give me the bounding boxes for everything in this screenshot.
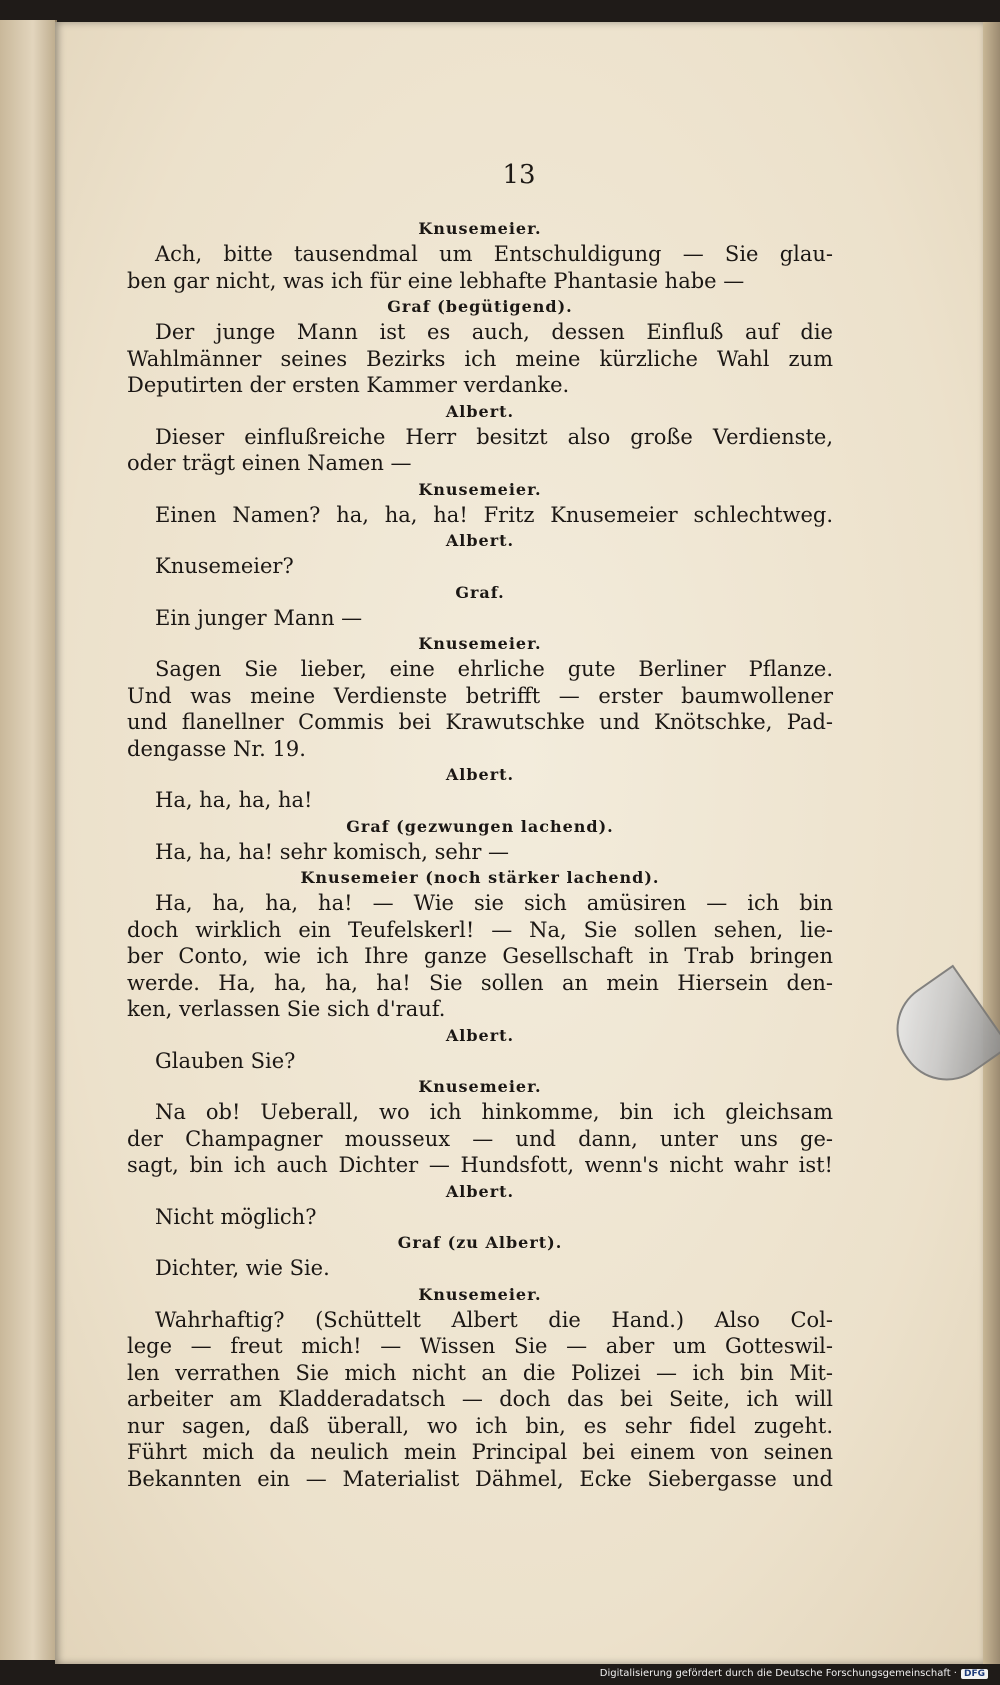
text-line: Ein junger Mann — <box>155 605 363 630</box>
text-line: Deputirten der ersten Kammer verdanke. <box>127 373 570 397</box>
text-line: Sagen Sie lieber, eine ehrliche gute Berliner Pflanze. <box>155 657 833 681</box>
text-line: dengasse Nr. 19. <box>127 736 306 761</box>
text-line: Glauben Sie? <box>155 1048 296 1073</box>
credit-text: Digitalisierung gefördert durch die Deutsche Forschungsgemeinschaft · <box>599 1668 957 1679</box>
text-line: Einen Namen? ha, ha, ha! Fritz Knusemeier schlechtweg. <box>155 502 833 527</box>
text-line: Der junge Mann ist es auch, dessen Einfluß auf die <box>155 320 833 344</box>
text-line: nur sagen, daß überall, wo ich bin, es sehr fidel zugeht. <box>127 1413 833 1438</box>
text-line: ken, verlassen Sie sich d'rauf. <box>127 997 446 1021</box>
speaker-name: Knusemeier. <box>418 634 542 653</box>
text-line: Bekannten ein — Materialist Dähmel, Ecke Siebergasse und <box>127 1466 833 1491</box>
speaker-name: Albert. <box>445 1181 515 1201</box>
text-line: Und was meine Verdienste betrifft — erster baumwollener <box>127 683 833 708</box>
speaker-name: Knusemeier. <box>418 1077 542 1096</box>
text-line: lege — freut mich! — Wissen Sie — aber um Gotteswil- <box>127 1334 833 1358</box>
text-line: oder trägt einen Namen — <box>127 451 412 475</box>
text-line: werde. Ha, ha, ha, ha! Sie sollen an mein Hiersein den- <box>127 970 833 995</box>
dfg-logo: DFG <box>961 1669 988 1679</box>
text-line: Führt mich da neulich mein Principal bei einem von seinen <box>127 1440 833 1464</box>
speaker-name: Knusemeier. <box>418 479 542 499</box>
text-line: doch wirklich ein Teufelskerl! — Na, Sie sollen sehen, lie- <box>127 917 833 942</box>
speaker-name: Knusemeier. <box>418 219 542 238</box>
speaker-name: Albert. <box>445 1025 515 1045</box>
text-line: arbeiter am Kladderadatsch — doch das bei Seite, ich will <box>127 1387 833 1411</box>
page-number: 13 <box>502 160 536 190</box>
speaker-name: Knusemeier. <box>418 1284 542 1304</box>
play-text <box>127 216 833 1492</box>
text-line: Nicht möglich? <box>155 1204 317 1229</box>
text-line: ben gar nicht, was ich für eine lebhafte Phantasie habe — <box>127 268 745 293</box>
text-line: len verrathen Sie mich nicht an die Polizei — ich bin Mit- <box>127 1360 833 1385</box>
speaker-name: Graf (gezwungen lachend). <box>346 816 614 836</box>
text-line: Ach, bitte tausendmal um Entschuldigung — Sie glau- <box>155 242 833 266</box>
text-line: Knusemeier? <box>155 554 294 578</box>
page-edge-shadow <box>983 22 1000 1664</box>
previous-page-edge <box>0 20 57 1660</box>
speaker-name: Knusemeier (noch stärker lachend). <box>300 868 660 887</box>
text-line: Ha, ha, ha! sehr komisch, sehr — <box>155 839 510 864</box>
text-line: Wahlmänner seines Bezirks ich meine kürzliche Wahl zum <box>127 346 833 371</box>
text-line: Ha, ha, ha, ha! — Wie sie sich amüsiren — ich bin <box>155 891 833 915</box>
speaker-name: Graf. <box>455 582 505 602</box>
text-line: Na ob! Ueberall, wo ich hinkomme, bin ich gleichsam <box>155 1100 833 1124</box>
digitization-credit <box>600 1668 988 1679</box>
speaker-name: Albert. <box>445 765 515 784</box>
speaker-name: Albert. <box>445 401 515 421</box>
text-line: Dieser einflußreiche Herr besitzt also große Verdienste, <box>155 424 833 449</box>
text-line: Wahrhaftig? (Schüttelt Albert die Hand.) Also Col- <box>155 1307 833 1332</box>
text-line: ber Conto, wie ich Ihre ganze Gesellschaft in Trab bringen <box>127 944 833 968</box>
book-page <box>55 22 983 1664</box>
text-line: Dichter, wie Sie. <box>155 1256 330 1280</box>
text-line: und flanellner Commis bei Krawutschke und Knötschke, Pad- <box>127 710 833 734</box>
text-line: sagt, bin ich auch Dichter — Hundsfott, wenn's nicht wahr ist! <box>127 1153 833 1177</box>
speaker-name: Albert. <box>445 531 515 550</box>
speaker-name: Graf (begütigend). <box>387 297 573 316</box>
text-line: Ha, ha, ha, ha! <box>155 788 313 812</box>
text-line: der Champagner mousseux — und dann, unter uns ge- <box>127 1126 833 1151</box>
speaker-name: Graf (zu Albert). <box>397 1233 563 1252</box>
